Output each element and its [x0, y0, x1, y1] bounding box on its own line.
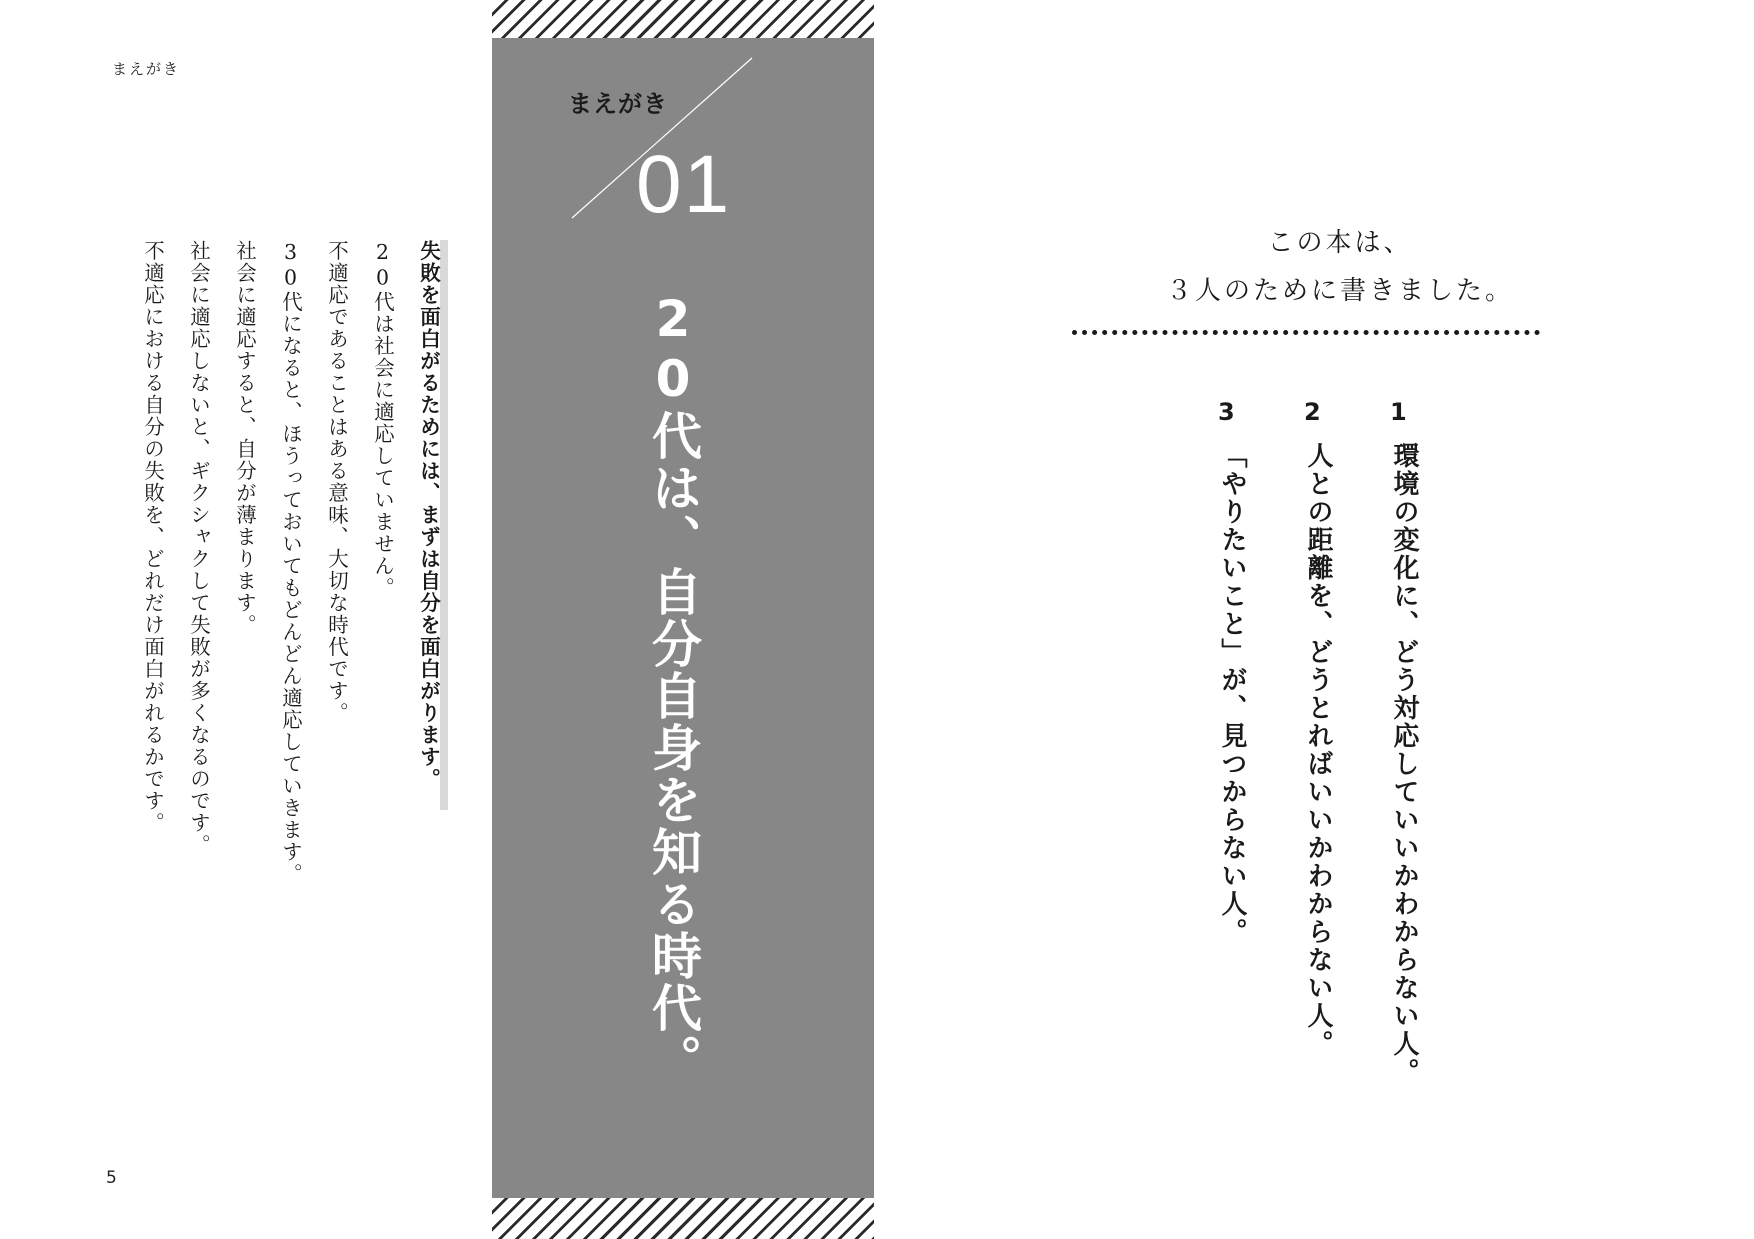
dotted-rule [1072, 330, 1540, 335]
item-number: 3 [1218, 398, 1237, 426]
body-paragraph: 不適応であることはある意味、大切な時代です。 [324, 240, 349, 724]
body-paragraph: 不適応における自分の失敗を、どれだけ面白がれるかです。 [140, 240, 165, 834]
intro-line: ３人のために書きました。 [1165, 276, 1514, 306]
item-text: 「やりたいこと」が、見つからない人。 [1217, 442, 1247, 946]
body-paragraph: 30代になると、ほうっておいてもどんどん適応していきます。 [278, 240, 303, 885]
lead-highlight-bar [440, 240, 448, 810]
item-text: 環境の変化に、どう対応していいかわからない人。 [1389, 442, 1419, 1086]
running-head: まえがき [112, 60, 181, 78]
item-number: 1 [1390, 398, 1409, 426]
item-text: 人との距離を、どうとればいいかわからない人。 [1303, 442, 1333, 1058]
lead-sentence: 失敗を面白がるためには、まずは自分を面白がります。 [416, 240, 441, 790]
body-paragraph: 社会に適応しないと、ギクシャクして失敗が多くなるのです。 [186, 240, 211, 856]
item-number: 2 [1304, 398, 1323, 426]
chapter-number: 01 [636, 139, 732, 230]
body-paragraph: 20代は社会に適応していません。 [370, 240, 395, 599]
panel-headline: 20代は、自分自身を知る時代。 [644, 290, 702, 1086]
page-number: 5 [106, 1168, 117, 1188]
stripe-band-bottom [492, 1198, 874, 1239]
panel-label: まえがき [568, 90, 668, 118]
intro-line: この本は、 [1267, 228, 1413, 258]
body-paragraph: 社会に適応すると、自分が薄まります。 [232, 240, 257, 636]
